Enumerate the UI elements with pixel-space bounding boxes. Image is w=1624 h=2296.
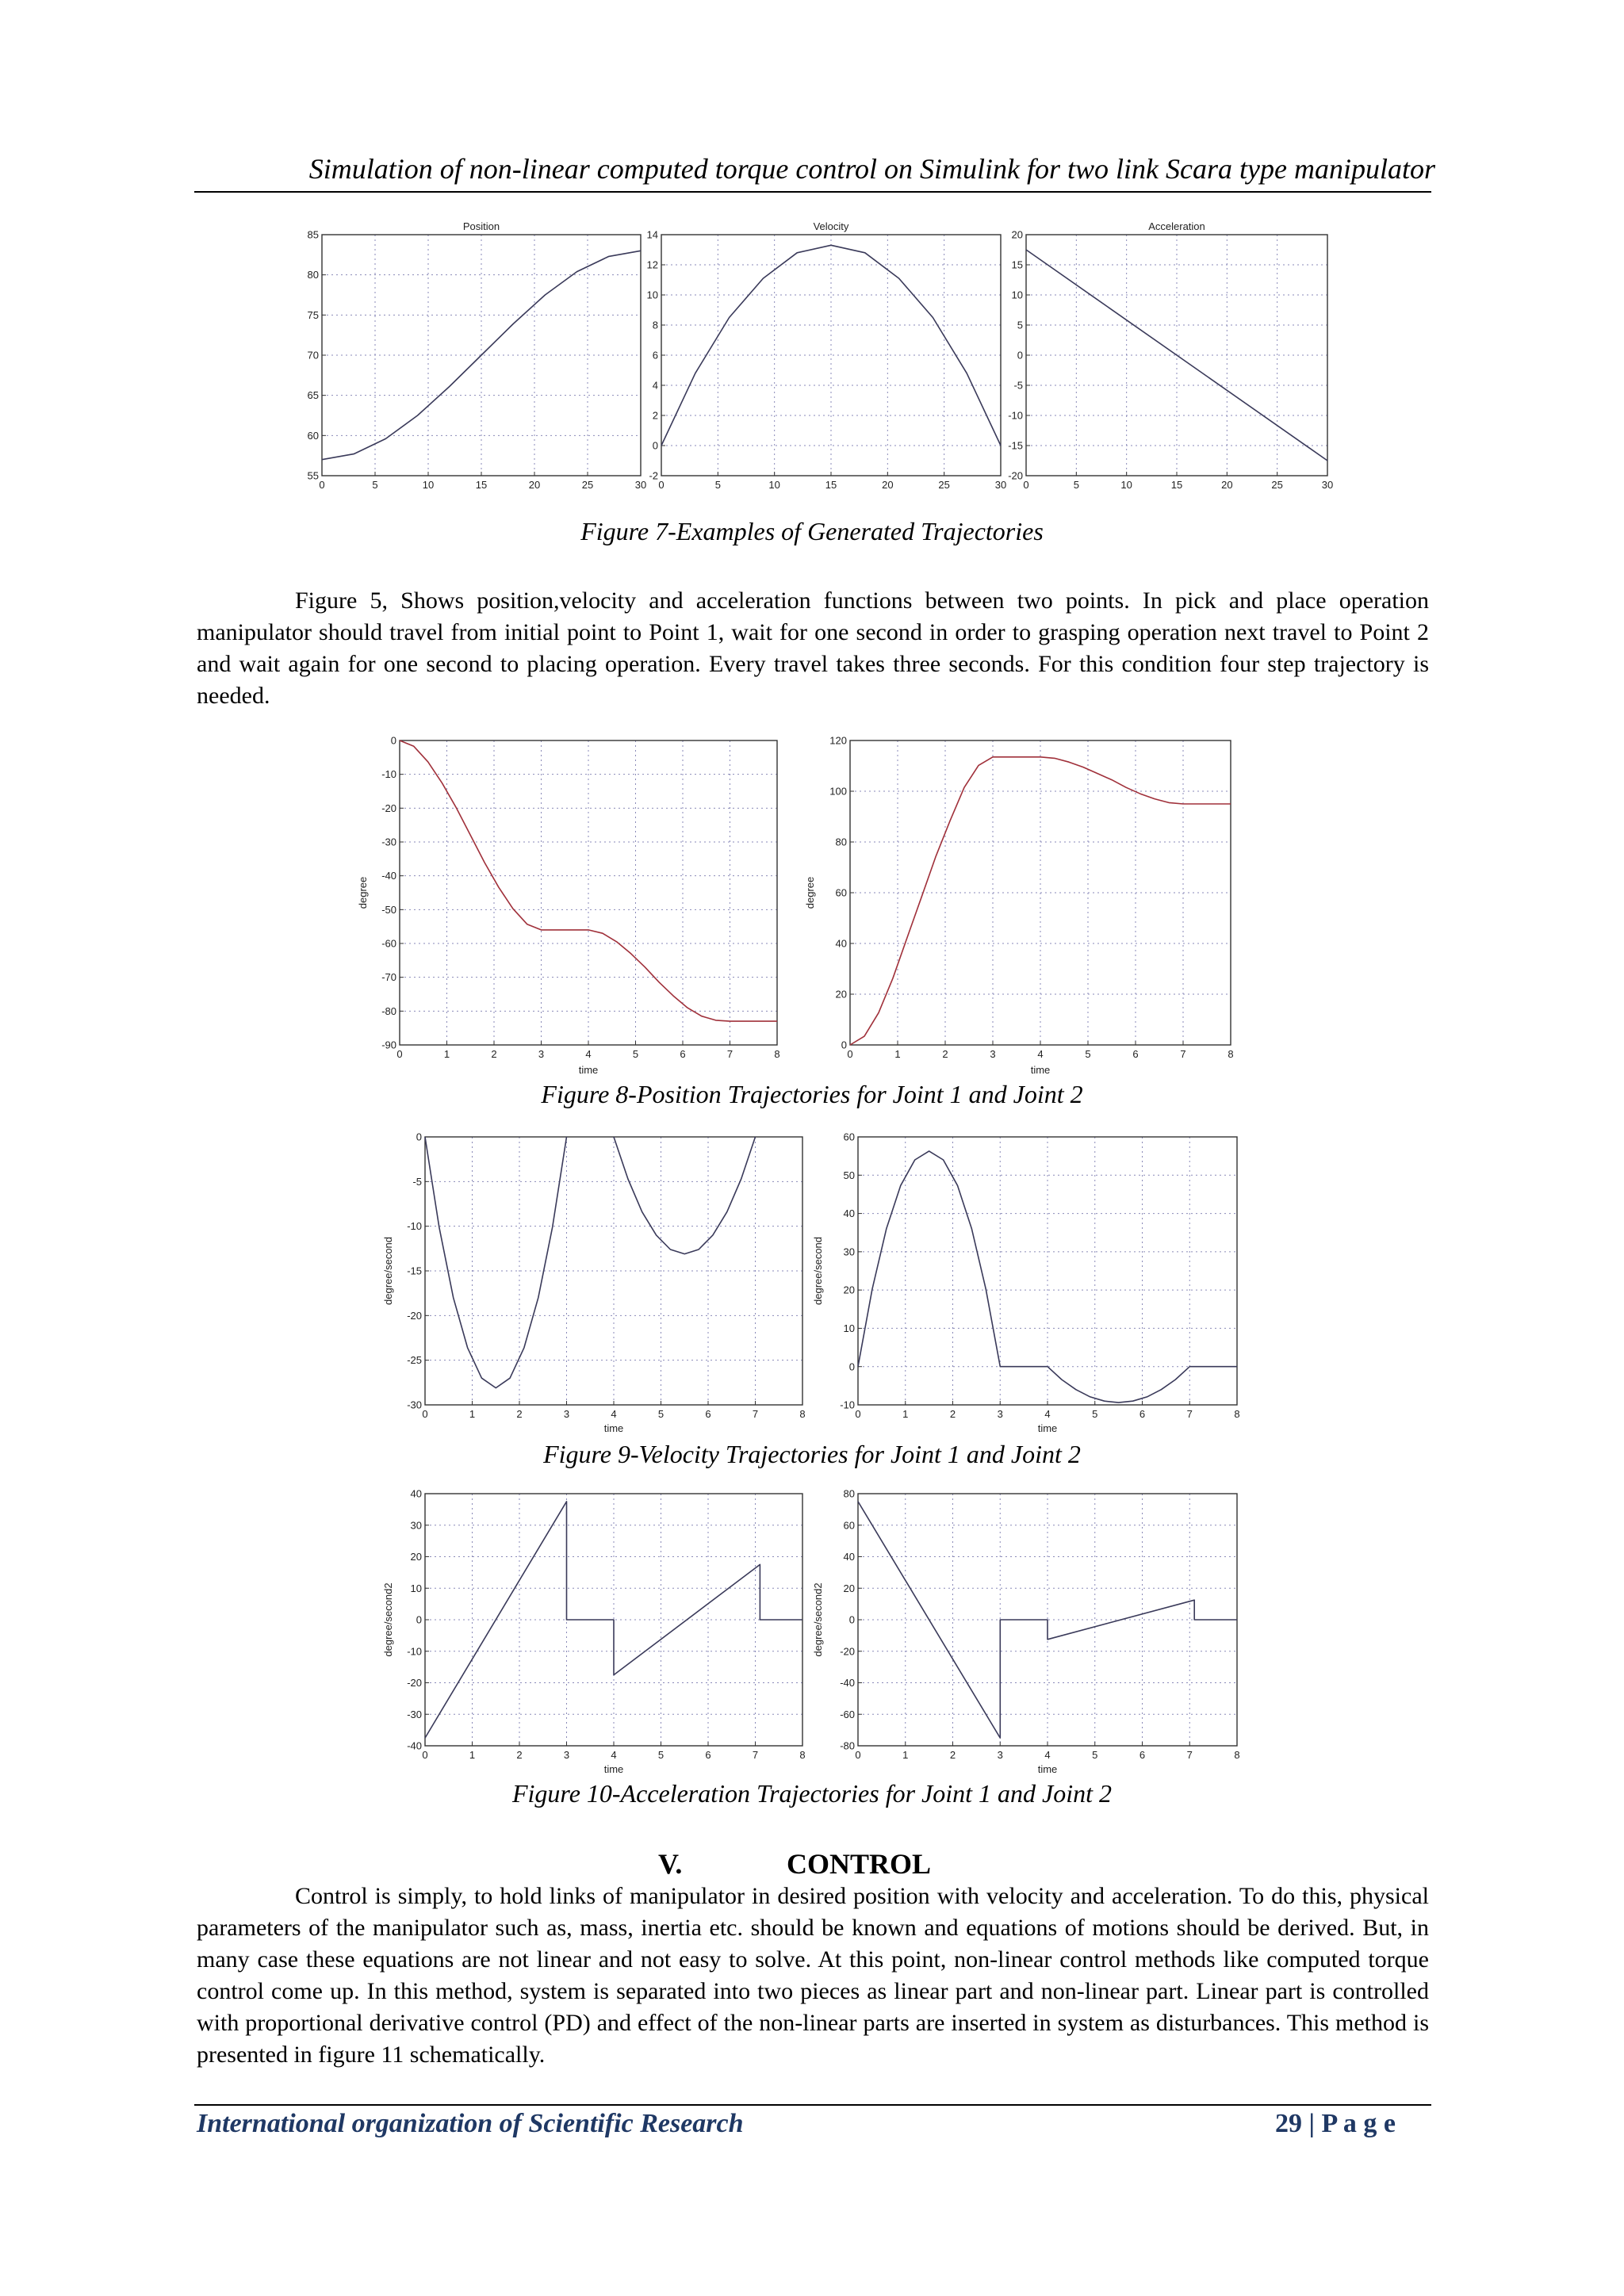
x-axis-label: time bbox=[603, 1422, 624, 1434]
x-tick-label: 2 bbox=[942, 1048, 948, 1060]
y-tick-label: 100 bbox=[829, 785, 847, 798]
y-tick-label: 80 bbox=[307, 269, 319, 281]
x-tick-label: 5 bbox=[1073, 479, 1079, 491]
x-tick-label: 5 bbox=[657, 1408, 665, 1420]
chart-fig7-velocity bbox=[636, 216, 1007, 499]
y-tick-label: 80 bbox=[835, 836, 847, 848]
x-axis-label: time bbox=[1030, 1064, 1051, 1076]
x-tick-label: 0 bbox=[847, 1048, 853, 1060]
body-paragraph-1: Figure 5, Shows position,velocity and acceleration functions between two points. In pick and place operation manipulator should travel from initial point to Point 1, wait for one second in order to grasping operation next travel to Point 2 and wait again for one second to placing operation. Every travel takes three seconds. For this condition four step trajectory is needed. bbox=[197, 587, 1429, 709]
x-tick-label: 3 bbox=[563, 1749, 570, 1761]
y-tick-label: 8 bbox=[652, 319, 658, 331]
x-tick-label: 0 bbox=[855, 1408, 861, 1420]
x-tick-label: 3 bbox=[538, 1048, 545, 1060]
x-tick-label: 3 bbox=[997, 1749, 1003, 1761]
x-axis-label: time bbox=[603, 1763, 624, 1775]
y-tick-label: 40 bbox=[410, 1487, 422, 1500]
y-tick-label: -20 bbox=[407, 1309, 422, 1322]
x-tick-label: 0 bbox=[855, 1749, 861, 1761]
y-tick-label: 0 bbox=[1017, 349, 1023, 362]
footer-rule bbox=[194, 2104, 1431, 2106]
x-tick-label: 5 bbox=[632, 1048, 639, 1060]
x-axis-label: time bbox=[1037, 1763, 1058, 1775]
y-axis-label: degree/second bbox=[382, 1236, 394, 1306]
y-tick-label: 0 bbox=[841, 1039, 847, 1051]
x-tick-label: 7 bbox=[752, 1749, 759, 1761]
y-tick-label: 20 bbox=[1011, 228, 1023, 241]
x-tick-label: 5 bbox=[714, 479, 721, 491]
y-tick-label: 60 bbox=[843, 1131, 855, 1143]
x-tick-label: 6 bbox=[705, 1408, 711, 1420]
x-tick-label: 4 bbox=[1037, 1048, 1044, 1060]
y-tick-label: 6 bbox=[652, 349, 658, 362]
y-tick-label: -60 bbox=[840, 1708, 855, 1720]
figure-10-caption: Figure 10-Acceleration Trajectories for Joint 1 and Joint 2 bbox=[511, 1779, 1113, 1808]
y-tick-label: 10 bbox=[646, 289, 658, 301]
y-tick-label: -70 bbox=[381, 971, 396, 984]
y-tick-label: 85 bbox=[307, 228, 319, 241]
x-tick-label: 25 bbox=[581, 479, 594, 491]
x-tick-label: 30 bbox=[994, 479, 1007, 491]
figure-7-caption: Figure 7-Examples of Generated Trajectories bbox=[580, 517, 1044, 545]
chart-fig9-joint1 bbox=[381, 1126, 809, 1435]
x-tick-label: 0 bbox=[1023, 479, 1029, 491]
y-tick-label: -60 bbox=[381, 937, 396, 950]
y-tick-label: 65 bbox=[307, 389, 319, 402]
y-tick-label: 60 bbox=[835, 886, 847, 899]
x-tick-label: 0 bbox=[396, 1048, 403, 1060]
y-tick-label: -40 bbox=[840, 1677, 855, 1689]
y-tick-label: -30 bbox=[407, 1708, 422, 1720]
header-rule bbox=[194, 191, 1431, 193]
chart-title: Acceleration bbox=[1148, 220, 1205, 232]
y-tick-label: 40 bbox=[843, 1551, 855, 1563]
y-tick-label: -40 bbox=[381, 870, 396, 882]
section-number: V. bbox=[658, 1848, 683, 1880]
y-tick-label: -5 bbox=[1013, 379, 1023, 392]
x-tick-label: 3 bbox=[997, 1408, 1003, 1420]
x-tick-label: 8 bbox=[1234, 1749, 1240, 1761]
x-tick-label: 0 bbox=[319, 479, 325, 491]
x-tick-label: 1 bbox=[469, 1408, 476, 1420]
y-axis-label: degree bbox=[357, 876, 369, 909]
y-tick-label: 5 bbox=[1017, 319, 1023, 331]
x-tick-label: 2 bbox=[516, 1408, 523, 1420]
y-tick-label: 0 bbox=[652, 439, 658, 452]
chart-fig10-joint2 bbox=[810, 1483, 1243, 1776]
x-tick-label: 8 bbox=[799, 1408, 806, 1420]
x-tick-label: 6 bbox=[1139, 1749, 1146, 1761]
y-tick-label: -15 bbox=[1008, 439, 1023, 452]
x-tick-label: 7 bbox=[752, 1408, 759, 1420]
x-tick-label: 7 bbox=[1186, 1749, 1193, 1761]
footer-page-number: 29 | P a g e bbox=[1275, 2109, 1396, 2138]
x-tick-label: 20 bbox=[1221, 479, 1233, 491]
x-axis-label: time bbox=[578, 1064, 599, 1076]
x-tick-label: 6 bbox=[705, 1749, 711, 1761]
y-tick-label: -80 bbox=[840, 1739, 855, 1752]
x-tick-label: 30 bbox=[634, 479, 647, 491]
x-tick-label: 8 bbox=[1234, 1408, 1240, 1420]
x-tick-label: 2 bbox=[949, 1408, 956, 1420]
y-tick-label: 70 bbox=[307, 349, 319, 362]
y-tick-label: -80 bbox=[381, 1004, 396, 1017]
y-tick-label: 20 bbox=[843, 1284, 855, 1296]
y-tick-label: 14 bbox=[646, 228, 658, 241]
x-tick-label: 3 bbox=[563, 1408, 570, 1420]
y-tick-label: -15 bbox=[407, 1265, 422, 1277]
y-tick-label: 60 bbox=[307, 429, 319, 442]
y-tick-label: -10 bbox=[381, 768, 396, 781]
x-tick-label: 8 bbox=[774, 1048, 780, 1060]
x-tick-label: 2 bbox=[491, 1048, 497, 1060]
x-tick-label: 4 bbox=[611, 1749, 617, 1761]
y-tick-label: -50 bbox=[381, 903, 396, 916]
x-tick-label: 0 bbox=[658, 479, 665, 491]
y-tick-label: -5 bbox=[412, 1175, 422, 1188]
x-tick-label: 6 bbox=[680, 1048, 686, 1060]
y-tick-label: -10 bbox=[407, 1645, 422, 1658]
x-tick-label: 7 bbox=[1186, 1408, 1193, 1420]
y-tick-label: 120 bbox=[829, 734, 847, 747]
x-tick-label: 25 bbox=[938, 479, 950, 491]
x-tick-label: 5 bbox=[372, 479, 378, 491]
y-tick-label: 55 bbox=[307, 469, 319, 482]
y-tick-label: 20 bbox=[410, 1551, 422, 1563]
x-tick-label: 1 bbox=[443, 1048, 450, 1060]
x-tick-label: 10 bbox=[768, 479, 780, 491]
y-tick-label: 20 bbox=[835, 988, 847, 1001]
chart-fig7-acceleration bbox=[991, 216, 1334, 499]
chart-fig10-joint1 bbox=[381, 1483, 809, 1776]
y-tick-label: 0 bbox=[416, 1131, 422, 1143]
x-tick-label: 20 bbox=[882, 479, 894, 491]
y-tick-label: 10 bbox=[410, 1582, 422, 1594]
section-title: CONTROL bbox=[787, 1848, 932, 1880]
x-tick-label: 15 bbox=[1170, 479, 1183, 491]
y-tick-label: -20 bbox=[840, 1645, 855, 1658]
figure-8-caption: Figure 8-Position Trajectories for Joint 1 and Joint 2 bbox=[541, 1080, 1083, 1108]
y-tick-label: -30 bbox=[381, 836, 396, 848]
x-tick-label: 4 bbox=[585, 1048, 592, 1060]
y-tick-label: 4 bbox=[652, 379, 658, 392]
y-tick-label: -10 bbox=[407, 1220, 422, 1233]
body-paragraph-2: Control is simply, to hold links of manipulator in desired position with velocity and acceleration. To do this, physical parameters of the manipulator such as, mass, inertia etc. should be known and equations of motions should be derived. But, in many case these equations are not linear and not easy to solve. At this point, non-linear control methods like computed torque control come up. In this method, system is separated into two pieces as linear part and non-linear part. Linear part is controlled with proportional derivative control (PD) and effect of the non-linear parts are inserted in system as disturbances. This method is presented in figure 11 schematically. bbox=[197, 1883, 1429, 2068]
y-tick-label: -20 bbox=[1008, 469, 1023, 482]
x-tick-label: 7 bbox=[726, 1048, 733, 1060]
x-tick-label: 3 bbox=[990, 1048, 996, 1060]
footer-journal-name: International organization of Scientific Research bbox=[197, 2109, 744, 2138]
x-tick-label: 20 bbox=[528, 479, 541, 491]
y-tick-label: 30 bbox=[410, 1519, 422, 1532]
y-tick-label: -10 bbox=[1008, 409, 1023, 422]
x-tick-label: 10 bbox=[1120, 479, 1132, 491]
x-tick-label: 25 bbox=[1271, 479, 1283, 491]
x-tick-label: 6 bbox=[1139, 1408, 1146, 1420]
y-tick-label: -20 bbox=[381, 802, 396, 814]
chart-fig9-joint2 bbox=[810, 1126, 1243, 1435]
x-tick-label: 0 bbox=[422, 1408, 428, 1420]
x-tick-label: 1 bbox=[902, 1408, 909, 1420]
x-tick-label: 15 bbox=[475, 479, 488, 491]
x-tick-label: 1 bbox=[894, 1048, 901, 1060]
x-tick-label: 1 bbox=[902, 1749, 909, 1761]
x-tick-label: 8 bbox=[799, 1749, 806, 1761]
chart-title: Velocity bbox=[813, 220, 849, 232]
y-tick-label: -90 bbox=[381, 1039, 396, 1051]
running-header: Simulation of non-linear computed torque control on Simulink for two link Scara type manipulator bbox=[308, 153, 1435, 185]
x-tick-label: 4 bbox=[611, 1408, 617, 1420]
x-tick-label: 30 bbox=[1321, 479, 1334, 491]
y-axis-label: degree/second2 bbox=[382, 1582, 394, 1657]
y-tick-label: 10 bbox=[1011, 289, 1023, 301]
y-tick-label: 2 bbox=[652, 409, 658, 422]
y-tick-label: 40 bbox=[843, 1207, 855, 1220]
y-tick-label: 0 bbox=[848, 1360, 855, 1373]
x-tick-label: 5 bbox=[1085, 1048, 1091, 1060]
y-tick-label: 40 bbox=[835, 937, 847, 950]
y-tick-label: -20 bbox=[407, 1677, 422, 1689]
y-tick-label: 12 bbox=[646, 258, 658, 271]
x-tick-label: 6 bbox=[1132, 1048, 1139, 1060]
figure-9-caption: Figure 9-Velocity Trajectories for Joint 1 and Joint 2 bbox=[543, 1440, 1081, 1468]
x-tick-label: 0 bbox=[422, 1749, 428, 1761]
y-tick-label: -40 bbox=[407, 1739, 422, 1752]
chart-fig8-joint2 bbox=[802, 728, 1237, 1077]
x-tick-label: 4 bbox=[1044, 1408, 1051, 1420]
x-tick-label: 2 bbox=[516, 1749, 523, 1761]
y-tick-label: 0 bbox=[416, 1613, 422, 1626]
x-tick-label: 15 bbox=[825, 479, 837, 491]
x-tick-label: 7 bbox=[1180, 1048, 1186, 1060]
y-tick-label: 80 bbox=[843, 1487, 855, 1500]
x-tick-label: 8 bbox=[1228, 1048, 1234, 1060]
y-tick-label: -25 bbox=[407, 1354, 422, 1367]
y-tick-label: 15 bbox=[1011, 258, 1023, 271]
y-tick-label: -30 bbox=[407, 1399, 422, 1411]
y-tick-label: 75 bbox=[307, 308, 319, 321]
x-axis-label: time bbox=[1037, 1422, 1058, 1434]
x-tick-label: 10 bbox=[422, 479, 435, 491]
x-tick-label: 4 bbox=[1044, 1749, 1051, 1761]
x-tick-label: 5 bbox=[657, 1749, 665, 1761]
y-tick-label: -2 bbox=[649, 469, 658, 482]
x-tick-label: 5 bbox=[1092, 1408, 1098, 1420]
y-tick-label: 30 bbox=[843, 1246, 855, 1258]
chart-title: Position bbox=[462, 220, 500, 232]
chart-fig7-position bbox=[293, 216, 647, 499]
y-axis-label: degree/second2 bbox=[812, 1582, 824, 1657]
y-tick-label: 60 bbox=[843, 1519, 855, 1532]
y-axis-label: degree bbox=[804, 876, 816, 909]
y-tick-label: 0 bbox=[390, 734, 396, 747]
y-tick-label: -10 bbox=[840, 1399, 855, 1411]
y-tick-label: 10 bbox=[843, 1322, 855, 1334]
y-tick-label: 0 bbox=[848, 1613, 855, 1626]
y-axis-label: degree/second bbox=[812, 1236, 824, 1306]
y-tick-label: 50 bbox=[843, 1169, 855, 1181]
x-tick-label: 2 bbox=[949, 1749, 956, 1761]
x-tick-label: 1 bbox=[469, 1749, 476, 1761]
y-tick-label: 20 bbox=[843, 1582, 855, 1594]
x-tick-label: 5 bbox=[1092, 1749, 1098, 1761]
chart-fig8-joint1 bbox=[355, 728, 783, 1077]
